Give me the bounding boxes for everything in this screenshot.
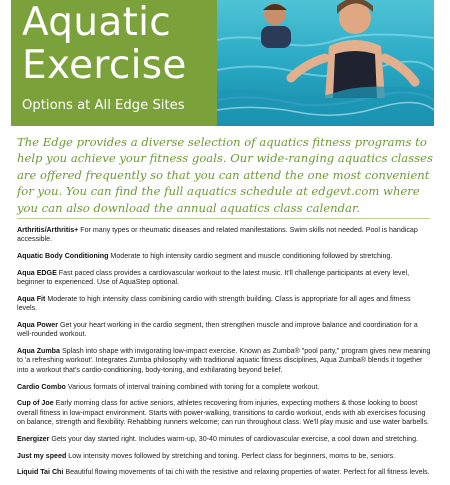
class-description: Low intensity moves followed by stretching and toning. Perfect class for beginners, moms to be, seniors. [68,451,396,460]
class-description: For many types or rheumatic diseases and related manifestations. Swim skills not needed. Pool is handicap accessible. [17,226,418,244]
class-name: Cardio Combo [17,382,66,391]
class-name: Aqua Power [17,321,58,330]
class-name: Cup of Joe [17,399,54,408]
class-entry [17,321,432,340]
class-entry [17,226,432,245]
class-entry [17,347,432,375]
class-description: Splash into shape with invigorating low-impact exercise. Known as Zumba® "pool party," program gives new meaning to 'a refreshing workout'. Integrates Zumba philosophy with traditional aquatic fitness disciplines, Aqua Zumba® blends it together into a workout that's cardio-conditioning, body-toning, and exhilarating beyond belief. [17,347,431,374]
class-entry [17,435,432,444]
title-panel [11,0,217,126]
class-entry [17,295,432,314]
class-name: Aqua Fit [17,294,46,303]
title-line-1: Aquatic [22,0,172,45]
header-banner [0,0,450,126]
class-list [17,226,432,485]
class-name: Aqua Zumba [17,347,60,356]
class-name: Energizer [17,434,50,443]
class-name: Aqua EDGE [17,268,57,277]
class-name: Just my speed [17,451,67,460]
class-description: Gets your day started right. Includes warm-up, 30-40 minutes of cardiovascular exercise, a cool down and stretching. [51,434,419,443]
class-description: Various formats of interval training combined with toning for a complete workout. [67,382,320,391]
class-description: Get your heart working in the cardio segment, then strengthen muscle and improve balance and coordination for a well-rounded workout. [17,321,418,339]
pool-photo [217,0,434,126]
class-entry [17,383,432,392]
class-description: Early morning class for active seniors, athletes recovering from injuries, expecting mothers & those looking to boost overall fitness in low-impact environment. Starts with power-walking, transitions to cardio workout, ends with ab exercises focusing on balance, strength and flexibility. Rehabbing runners welcome; can run throughout class. We'll play music and use water barbells. [17,399,429,426]
class-description: Moderate to high intensity cardio segment and muscle conditioning followed by stretching. [110,252,393,261]
title-line-2: Exercise [22,43,187,88]
class-name: Aquatic Body Conditioning [17,252,109,261]
class-name: Arthritis/Arthritis+ [17,226,79,234]
class-entry [17,269,432,288]
intro-paragraph: The Edge provides a diverse selection of aquatics fitness programs to help you achieve your fitness goals. Our wide-ranging aquatics classes are offered frequently so that you can attend the one most convenient for you. You can find the full aquatics schedule at edgevt.com where you can also download the annual aquatics class calendar. [17,135,433,215]
class-description: Beautiful flowing movements of tai chi with the resistive and relaxing properties of water. Perfect for all fitness levels. [65,468,430,477]
class-entry [17,252,432,261]
class-entry [17,399,432,427]
subtitle: Options at All Edge Sites [22,98,185,113]
divider [17,218,430,219]
class-entry [17,452,432,461]
class-description: Fast paced class provides a cardiovascular workout to the latest music. It'll challenge participants at every level, beginner to experienced. Use of AquaStep optional. [17,268,410,287]
class-name: Liquid Tai Chi [17,468,64,477]
class-entry [17,468,432,477]
class-description: Moderate to high intensity class combining cardio with strength building. Class is appropriate for all ages and fitness levels. [17,294,411,313]
